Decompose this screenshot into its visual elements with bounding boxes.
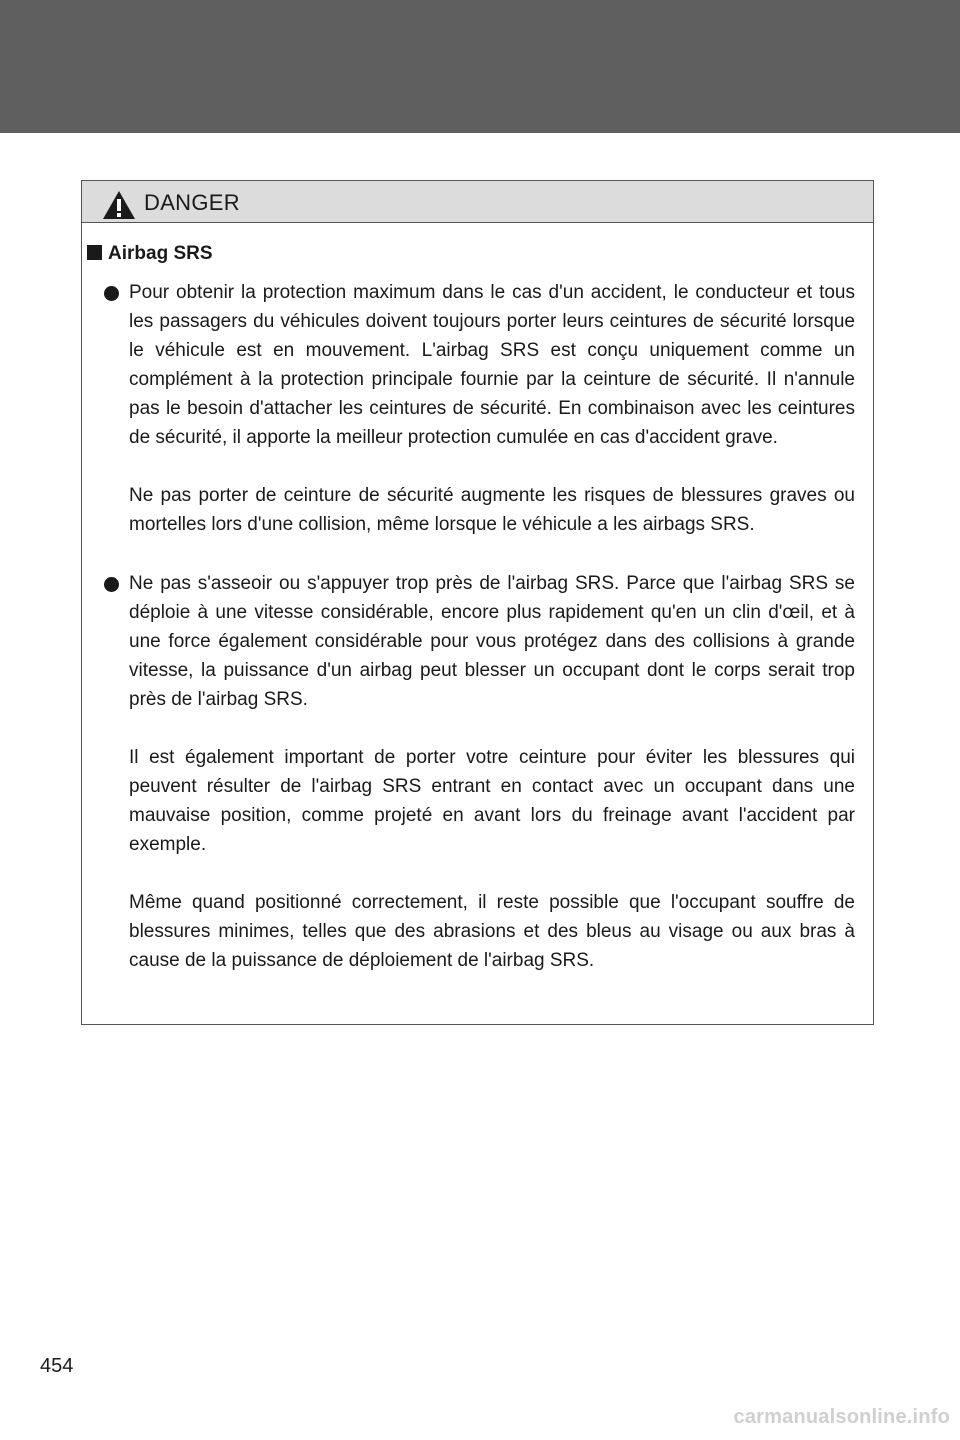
top-header-band bbox=[0, 0, 960, 133]
section-heading-label: Airbag SRS bbox=[108, 243, 213, 264]
danger-title: DANGER bbox=[144, 190, 240, 215]
section-heading bbox=[87, 243, 213, 265]
page-number: 454 bbox=[40, 1355, 74, 1377]
bullet-2-paragraph-3: Même quand positionné correctement, il reste possible que l'occupant souffre de blessures minimes, telles que des abrasions et des bleus au visage ou aux bras à cause de la puissance de déploiement de l'airbag SRS. bbox=[129, 892, 855, 971]
bullet-2-paragraph-1: Ne pas s'asseoir ou s'appuyer trop près de l'airbag SRS. Parce que l'airbag SRS se déploie à une vitesse considérable, encore plus rapidement qu'en un clin d'œil, et à une force également considérable pour vous protégez dans des collisions à grande vitesse, la puissance d'un airbag peut blesser un occupant dont le corps serait trop près de l'airbag SRS. bbox=[129, 573, 855, 710]
danger-warning-box bbox=[81, 180, 874, 1025]
square-bullet-icon bbox=[87, 245, 102, 260]
circle-bullet-icon bbox=[104, 286, 119, 301]
danger-header bbox=[82, 181, 873, 223]
watermark: carmanualsonline.info bbox=[733, 1406, 950, 1428]
bullet-1-paragraph-2: Ne pas porter de ceinture de sécurité augmente les risques de blessures graves ou mortelles lors d'une collision, même lorsque le véhicule a les airbags SRS. bbox=[129, 485, 855, 535]
bullet-1-paragraph-1: Pour obtenir la protection maximum dans le cas d'un accident, le conducteur et tous les passagers du véhicules doivent toujours porter leurs ceintures de sécurité lorsque le véhicule est en mouvement. L'airbag SRS est conçu uniquement comme un complément à la protection principale fournie par la ceinture de sécurité. Il n'annule pas le besoin d'attacher les ceintures de sécurité. En combinaison avec les ceintures de sécurité, il apporte la meilleur protection cumulée en cas d'accident grave. bbox=[129, 282, 855, 448]
warning-triangle-icon bbox=[102, 190, 136, 220]
bullet-2-paragraph-2: Il est également important de porter votre ceinture pour éviter les blessures qui peuvent résulter de l'airbag SRS entrant en contact avec un occupant dans une mauvaise position, comme projeté en avant lors du freinage avant l'accident par exemple. bbox=[129, 747, 855, 855]
circle-bullet-icon bbox=[104, 577, 119, 592]
